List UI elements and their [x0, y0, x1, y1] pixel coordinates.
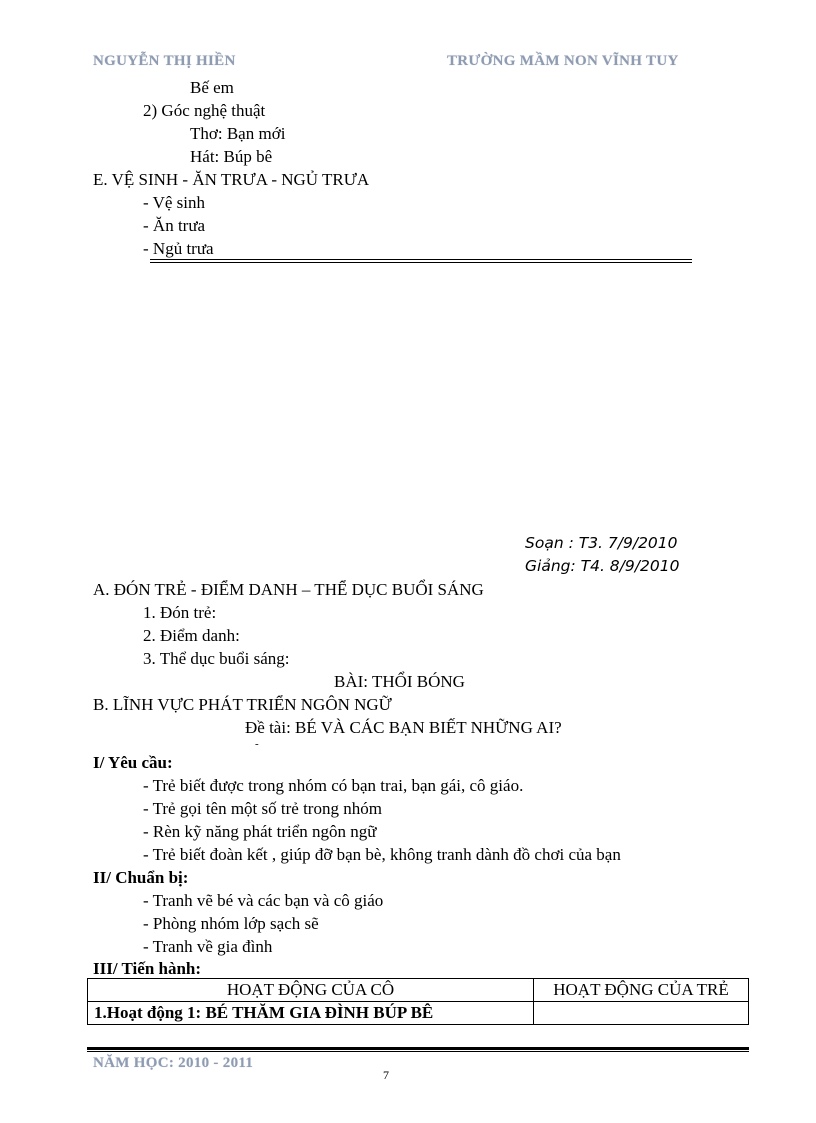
section-b-title: B. LĨNH VỰC PHÁT TRIỂN NGÔN NGỮ	[93, 695, 392, 714]
list-item: - Vệ sinh	[143, 193, 206, 212]
col-teacher-header: HOẠT ĐỘNG CỦA CÔ	[88, 979, 534, 1002]
list-item: 2. Điểm danh:	[143, 626, 240, 645]
col-children-header: HOẠT ĐỘNG CỦA TRẺ	[534, 979, 749, 1002]
poem-line: Thơ: Bạn mới	[190, 124, 286, 143]
list-item: 3. Thể dục buổi sáng:	[143, 649, 290, 668]
footer-divider	[87, 1051, 749, 1052]
table-header-row	[88, 979, 749, 1002]
line-be-em: Bế em	[190, 78, 234, 97]
list-item: - Tranh vẽ bé và các bạn và cô giáo	[143, 891, 384, 910]
list-item: - Ăn trưa	[143, 216, 206, 235]
topic-title: Đề tài: BÉ VÀ CÁC BẠN BIẾT NHỮNG AI?	[245, 718, 562, 737]
list-item: - Phòng nhóm lớp sạch sẽ	[143, 914, 319, 933]
list-item: - Tranh về gia đình	[143, 937, 273, 956]
footer-school-year: NĂM HỌC: 2010 - 2011	[93, 1055, 254, 1071]
art-corner: 2) Góc nghệ thuật	[143, 101, 266, 120]
activity-1-cell: 1.Hoạt động 1: BÉ THĂM GIA ĐÌNH BÚP BÊ	[88, 1002, 534, 1025]
table-row	[88, 1002, 749, 1025]
dash-mark: -	[255, 738, 259, 750]
exercise-title: BÀI: THỔI BÓNG	[334, 672, 465, 691]
header-author: NGUYỄN THỊ HIỀN	[93, 53, 236, 69]
procedure-heading: III/ Tiến hành:	[93, 959, 202, 978]
taught-date: Giảng: T4. 8/9/2010	[525, 557, 680, 575]
list-item: - Trẻ biết đoàn kết , giúp đỡ bạn bè, không tranh dành đồ chơi của bạn	[143, 845, 621, 864]
activity-table	[87, 978, 749, 1025]
section-e-title: E. VỆ SINH - ĂN TRƯA - NGỦ TRƯA	[93, 170, 370, 189]
activity-1-children-cell	[534, 1002, 749, 1025]
song-line: Hát: Búp bê	[190, 147, 273, 166]
list-item: - Ngủ trưa	[143, 239, 214, 258]
list-item: 1. Đón trẻ:	[143, 603, 217, 622]
preparation-heading: II/ Chuẩn bị:	[93, 868, 189, 887]
list-item: - Trẻ gọi tên một số trẻ trong nhóm	[143, 799, 382, 818]
footer-divider	[87, 1047, 749, 1050]
section-a-title: A. ĐÓN TRẺ - ĐIỂM DANH – THỂ DỤC BUỔI SÁNG	[93, 580, 484, 599]
prepared-date: Soạn : T3. 7/9/2010	[525, 534, 678, 552]
list-item: - Rèn kỹ năng phát triển ngôn ngữ	[143, 822, 377, 841]
requirements-heading: I/ Yêu cầu:	[93, 753, 173, 772]
header-school: TRƯỜNG MẦM NON VĨNH TUY	[447, 53, 679, 69]
list-item: - Trẻ biết được trong nhóm có bạn trai, bạn gái, cô giáo.	[143, 776, 524, 795]
page-number: 7	[383, 1068, 389, 1082]
divider	[150, 262, 692, 263]
divider	[150, 259, 692, 260]
